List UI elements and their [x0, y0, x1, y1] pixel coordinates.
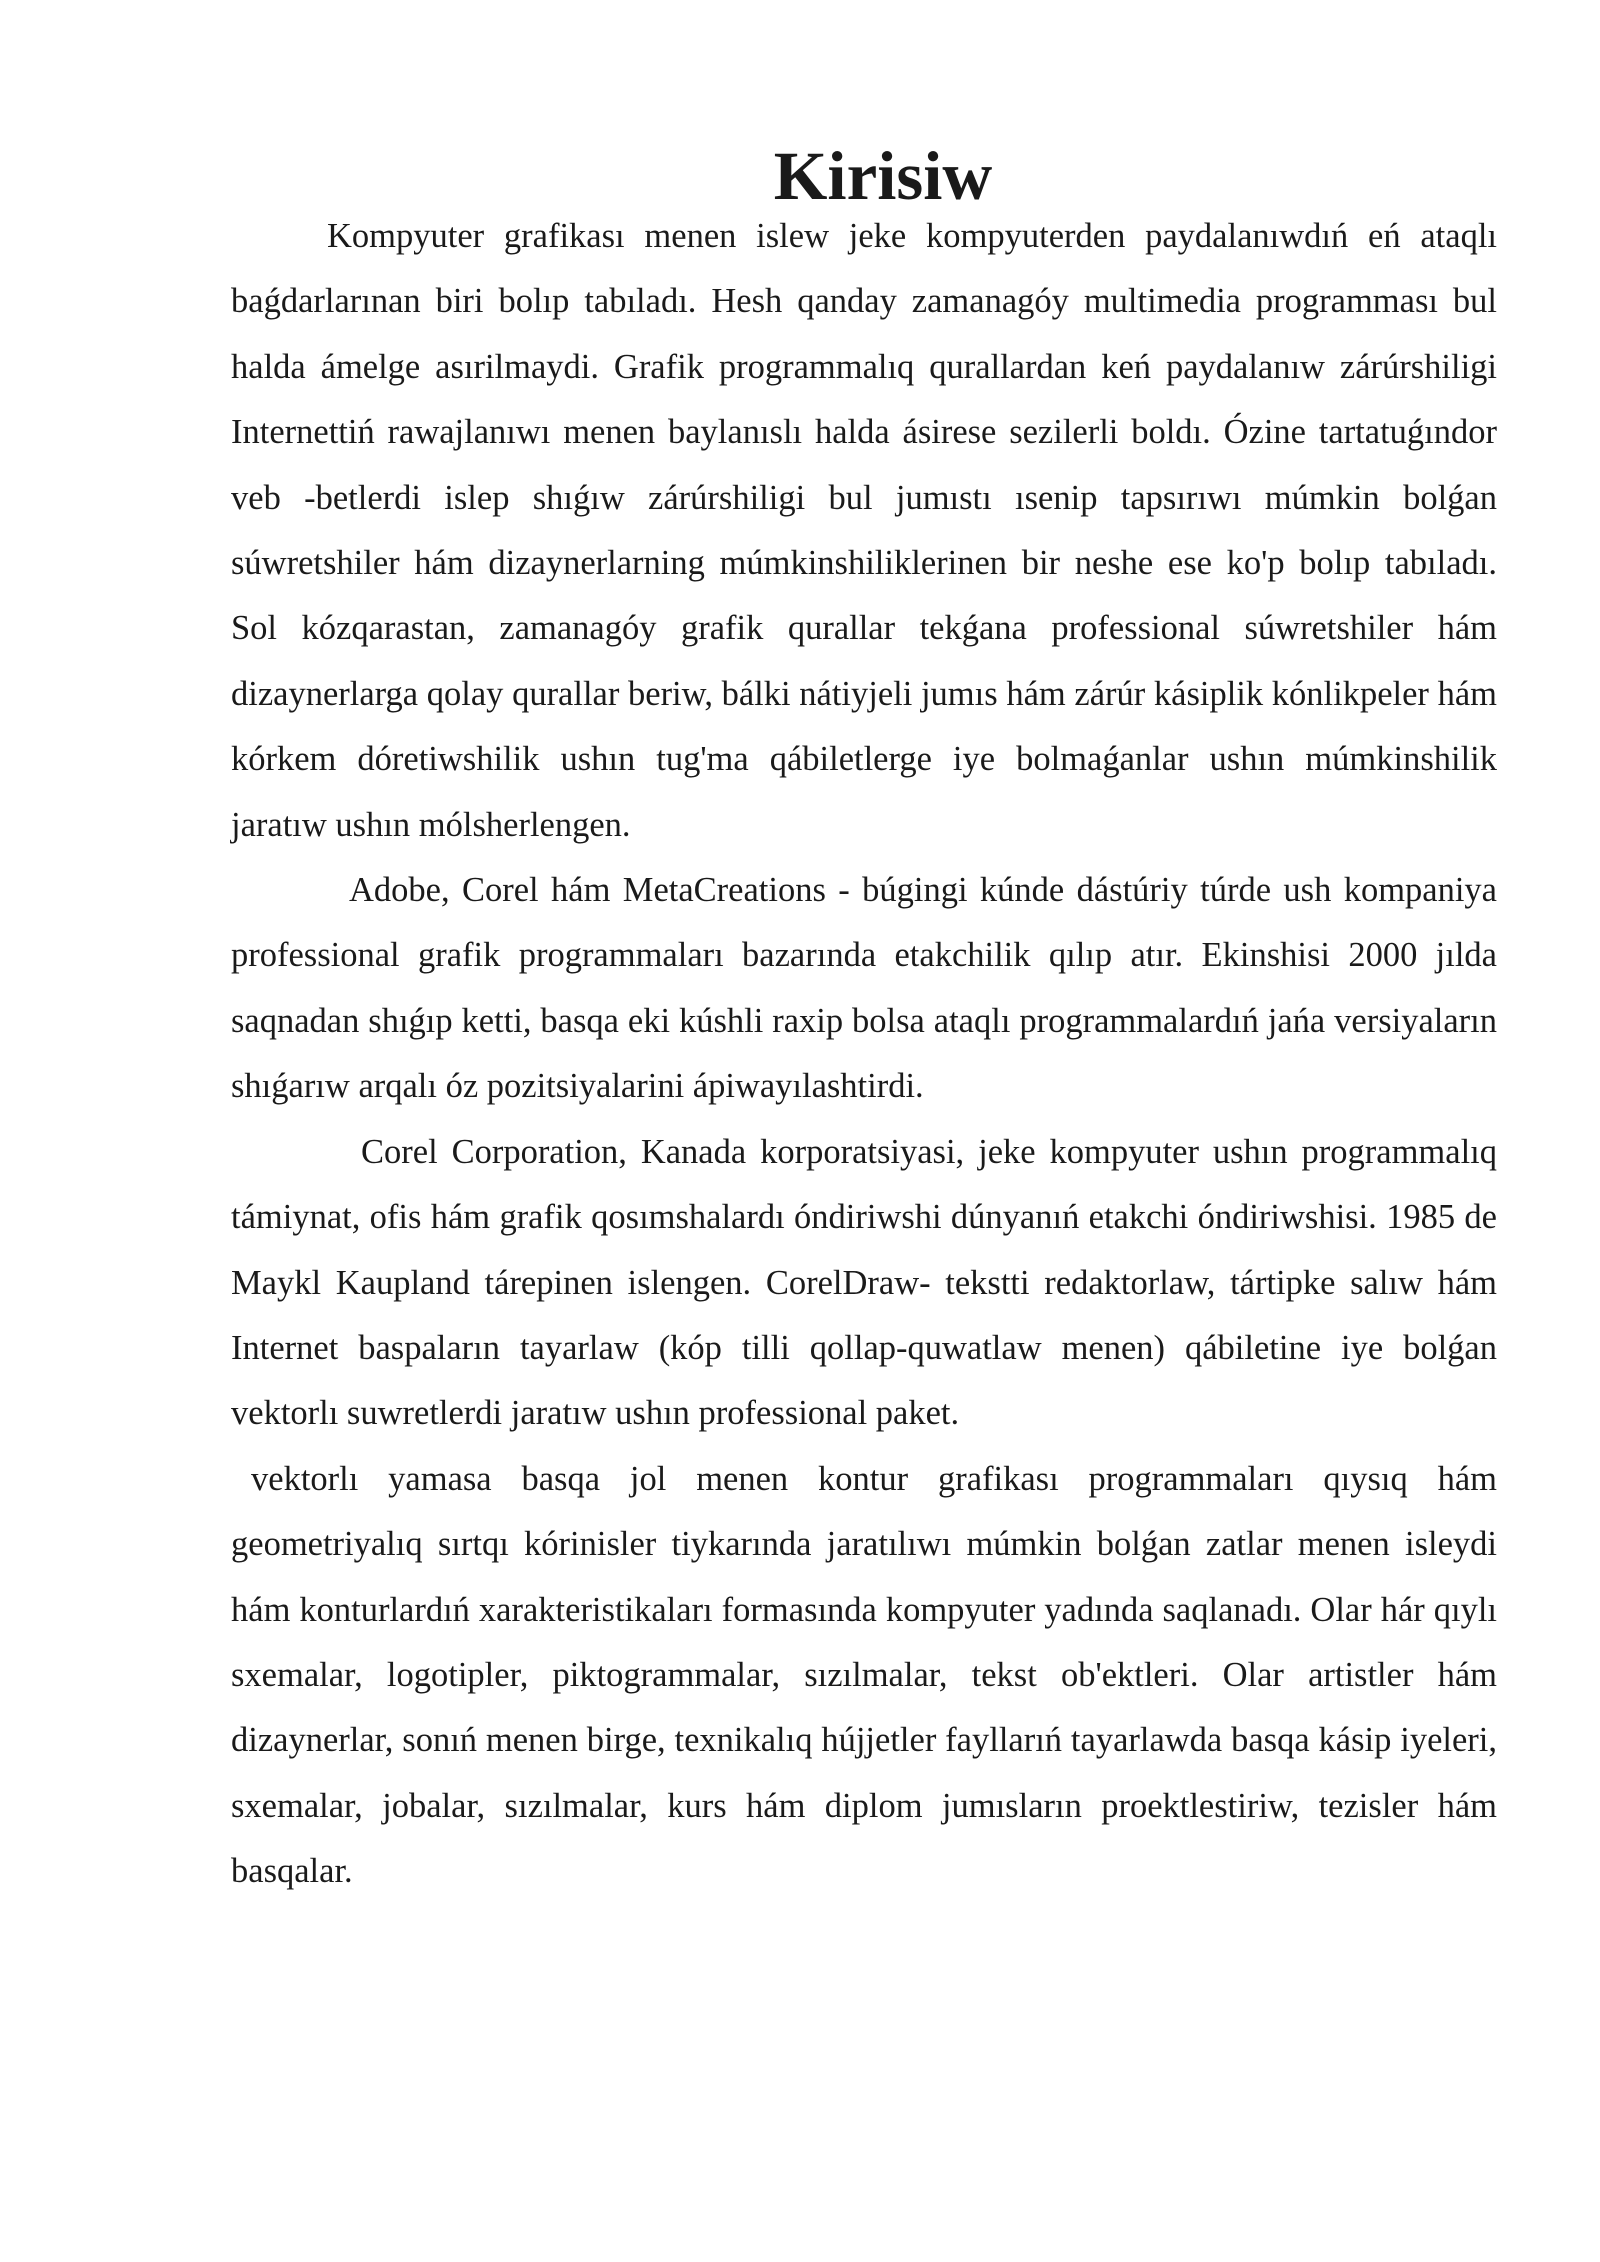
paragraph-corel: Corel Corporation, Kanada korporatsiyasi, jeke kompyuter ushın programmalıq támiynat, ofis hám grafik qosımshalardı óndiriwshi dúnyanıń etakchi óndiriwshisi. 1985 de Maykl Kaupland tárepinen islengen. CorelDraw- tekstti redaktorlaw, tártipke salıw hám Internet baspaların tayarlaw (kóp tilli qollap-quwatlaw menen) qábiletine iye bolǵan vektorlı suwretlerdi jaratıw ushın professional paket. — [231, 1132, 1497, 1433]
document-title: Kirisiw — [773, 138, 993, 214]
paragraph-intro: Kompyuter grafikası menen islew jeke kompyuterden paydalanıwdıń eń ataqlı baǵdarlarınan biri bolıp tabıladı. Hesh qanday zamanagóy multimedia programması bul halda ámelge asırilmaydi. Grafik programmalıq qurallardan keń paydalanıw zárúrshiligi Internettiń rawajlanıwı menen baylanıslı halda ásirese sezilerli boldı. Ózine tartatuǵındor veb -betlerdi islep shıǵıw zárúrshiligi bul jumıstı ısenip tapsırıwı múmkin bolǵan súwretshiler hám dizaynerlarning múmkinshiliklerinen bir neshe ese ko'p bolıp tabıladı. Sol kózqarastan, zamanagóy grafik qurallar tekǵana professional súwretshiler hám dizaynerlarga qolay qurallar beriw, bálki nátiyjeli jumıs hám zárúr kásiplik kónlikpeler hám kórkem dóretiwshilik ushın tug'ma qábiletlerge iye bolmaǵanlar ushın múmkinshilik jaratıw ushın mólsherlengen. — [231, 217, 1497, 844]
paragraph-vector-graphics: vektorlı yamasa basqa jol menen kontur grafikası programmaları qıysıq hám geometriyalıq sırtqı kórinisler tiykarında jaratılıwı múmkin bolǵan zatlar menen isleydi hám konturlardıń xarakteristikaları formasında kompyuter yadında saqlanadı. Olar hár qıylı sxemalar, logotipler, piktogrammalar, sızılmalar, tekst ob'ektleri. Olar artistler hám dizaynerlar, sonıń menen birge, texnikalıq hújjetler fayllarıń tayarlawda basqa kásip iyeleri, sxemalar, jobalar, sızılmalar, kurs hám diplom jumısların proektlestiriw, tezisler hám basqalar. — [231, 1459, 1497, 1891]
document-body — [231, 138, 1497, 1905]
paragraph-companies: Adobe, Corel hám MetaCreations - búgingi kúnde dástúriy túrde ush kompaniya professional grafik programmaları bazarında etakchilik qılıp atır. Ekinshisi 2000 jılda saqnadan shıǵıp ketti, basqa eki kúshli raxip bolsa ataqlı programmalardıń jańa versiyaların shıǵarıw arqalı óz pozitsiyalarini ápiwayılashtirdi. — [231, 871, 1497, 1106]
